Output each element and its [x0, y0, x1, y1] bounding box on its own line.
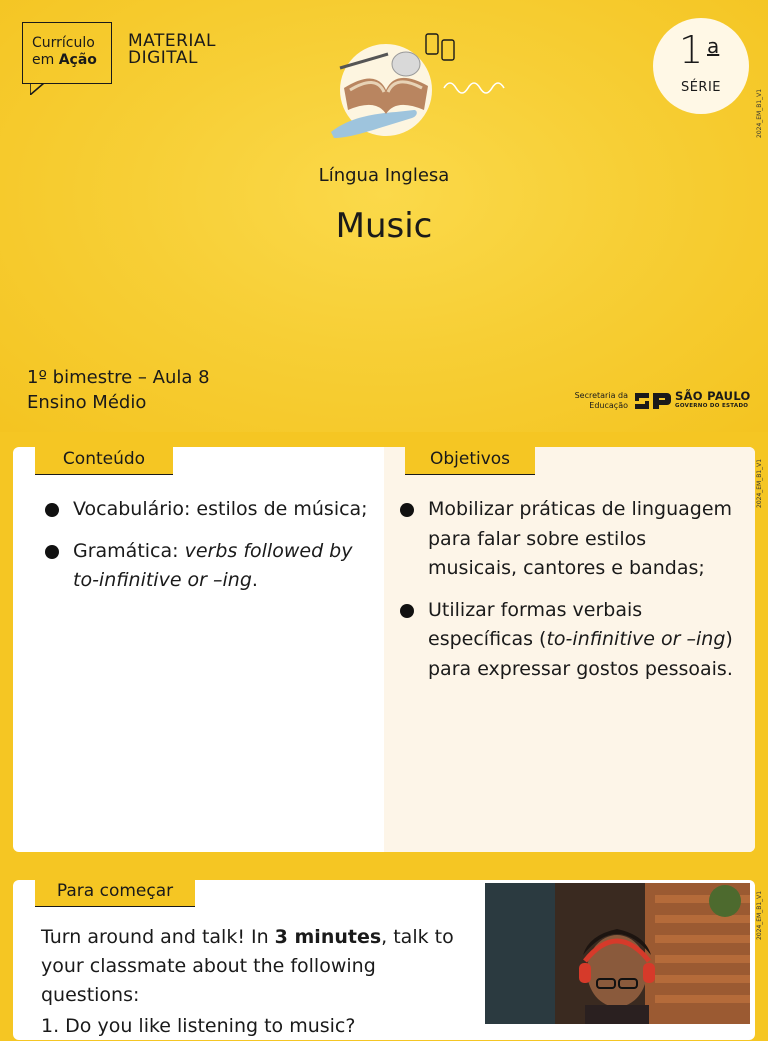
- speech-tail-icon: [30, 83, 48, 95]
- content-tag: Conteúdo: [35, 444, 173, 475]
- sp-logo-icon: [633, 389, 673, 411]
- list-item: Gramática: verbs followed by to-infinitive or –ing.: [43, 537, 373, 596]
- bimestre-info: [27, 365, 210, 415]
- list-item: Vocabulário: estilos de música;: [43, 495, 373, 525]
- book-hand-illustration: [326, 28, 516, 140]
- material-digital-logo: MATERIAL DIGITAL: [128, 31, 217, 68]
- logo-line2: em Ação: [32, 52, 97, 68]
- question-item: 1. Do you like listening to music?: [41, 1015, 356, 1037]
- side-code: 2024_EM_B1_V1: [756, 458, 763, 508]
- serie-label: SÉRIE: [680, 80, 722, 95]
- bimestre-line: 1º bimestre – Aula 8: [27, 367, 210, 388]
- secretaria-label: Secretaria da Educação: [574, 391, 628, 410]
- start-instructions: Turn around and talk! In 3 minutes, talk to your classmate about the following questions:: [41, 926, 454, 1006]
- lesson-title: Music: [335, 206, 433, 246]
- list-item: Utilizar formas verbais específicas (to-infinitive or –ing) para expressar gostos pessoais.: [398, 596, 738, 685]
- serie-badge: [653, 18, 749, 114]
- level-line: Ensino Médio: [27, 392, 147, 413]
- logo-line1: Currículo: [32, 35, 95, 51]
- objectives-list: [398, 495, 738, 696]
- curriculo-em-acao-logo: [22, 22, 112, 84]
- serie-superscript: a: [707, 34, 720, 58]
- side-code: 2024_EM_B1_V1: [756, 890, 763, 940]
- start-tag: Para começar: [35, 876, 195, 907]
- subject-label: Língua Inglesa: [318, 165, 450, 186]
- side-code: 2024_EM_B1_V1: [756, 88, 763, 138]
- sao-paulo-name: SÃO PAULO: [675, 389, 751, 403]
- governo-label: GOVERNO DO ESTADO: [675, 403, 749, 409]
- serie-number: 1: [679, 28, 704, 72]
- cover-slide: [0, 0, 768, 432]
- content-list: [43, 495, 373, 608]
- objectives-tag: Objetivos: [405, 444, 535, 475]
- list-item: Mobilizar práticas de linguagem para falar sobre estilos musicais, cantores e bandas;: [398, 495, 738, 584]
- student-headphones-photo: [485, 883, 750, 1024]
